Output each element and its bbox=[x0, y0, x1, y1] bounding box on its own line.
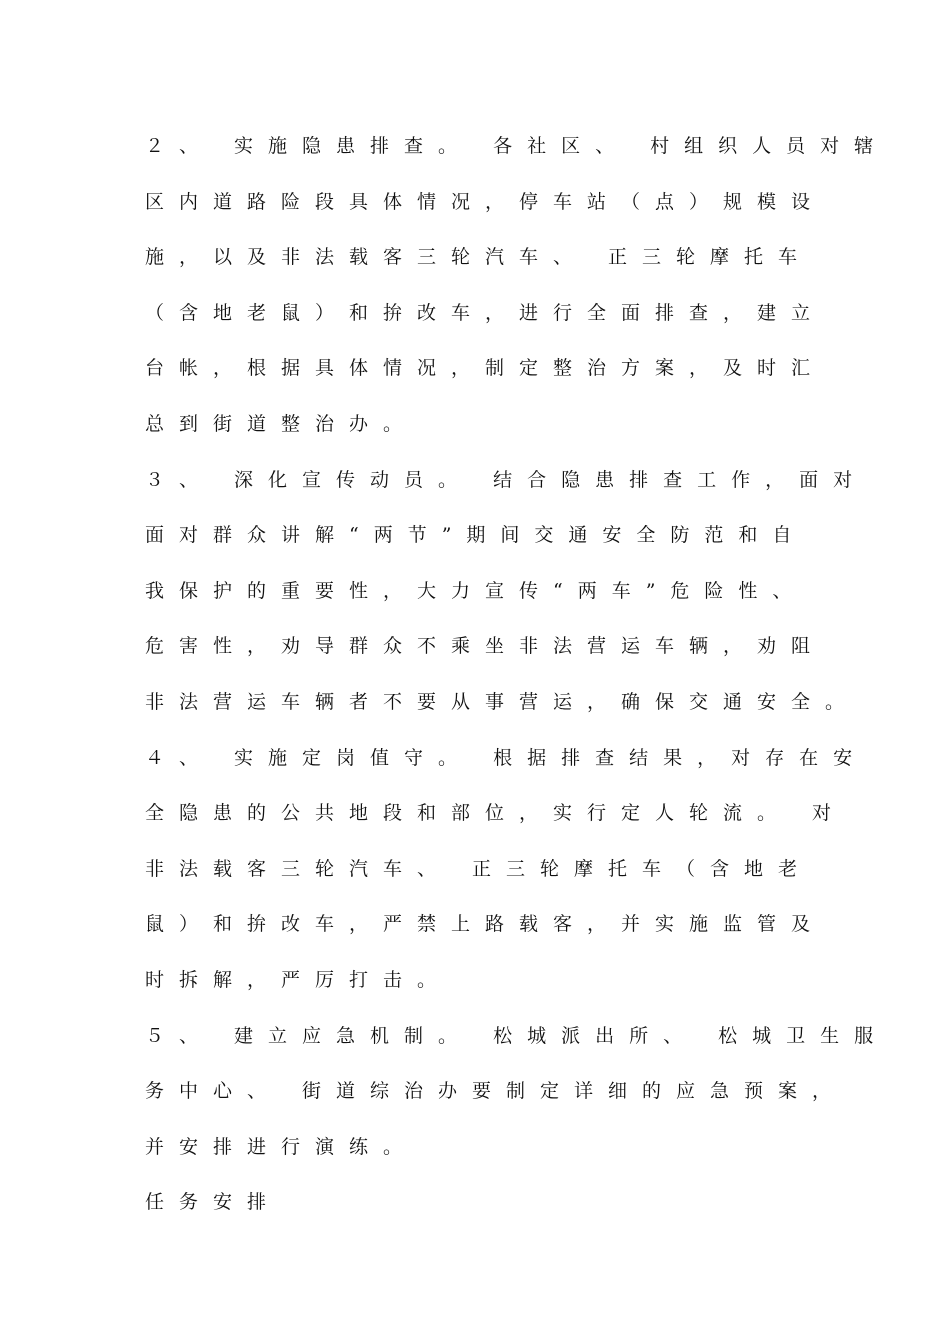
text-line: 并安排进行演练。 bbox=[145, 1135, 418, 1158]
text-line: 施，以及非法载客三轮汽车、 正三轮摩托车 bbox=[145, 246, 813, 269]
text-line: ３、 深化宣传动员。 结合隐患排查工作，面对 bbox=[145, 468, 868, 491]
text-line: 总到街道整治办。 bbox=[145, 412, 418, 435]
text-line: 全隐患的公共地段和部位，实行定人轮流。 对 bbox=[145, 802, 847, 825]
text-line: 鼠）和拚改车，严禁上路载客，并实施监管及 bbox=[145, 913, 826, 936]
text-line: 危害性，劝导群众不乘坐非法营运车辆，劝阻 bbox=[145, 635, 826, 658]
document-body bbox=[145, 124, 889, 1236]
text-line: 时拆解，严厉打击。 bbox=[145, 968, 452, 991]
text-line: 非法营运车辆者不要从事营运，确保交通安全。 bbox=[145, 690, 860, 713]
section-heading: 任务安排 bbox=[145, 1191, 282, 1214]
text-line: ５、 建立应急机制。 松城派出所、 松城卫生服 bbox=[145, 1024, 889, 1047]
text-line: ２、 实施隐患排查。 各社区、 村组织人员对辖 bbox=[145, 135, 889, 157]
text-line: 面对群众讲解“两节”期间交通安全防范和自 bbox=[145, 524, 807, 547]
text-line: ４、 实施定岗值守。 根据排查结果，对存在安 bbox=[145, 746, 868, 769]
text-line: 台帐，根据具体情况，制定整治方案，及时汇 bbox=[145, 357, 826, 380]
text-line: 非法载客三轮汽车、 正三轮摩托车（含地老 bbox=[145, 857, 813, 880]
text-line: 务中心、 街道综治办要制定详细的应急预案， bbox=[145, 1080, 847, 1103]
text-line: 区内道路险段具体情况，停车站（点）规模设 bbox=[145, 190, 826, 213]
text-line: （含地老鼠）和拚改车，进行全面排查，建立 bbox=[145, 301, 826, 324]
text-line: 我保护的重要性，大力宣传“两车”危险性、 bbox=[145, 579, 807, 602]
